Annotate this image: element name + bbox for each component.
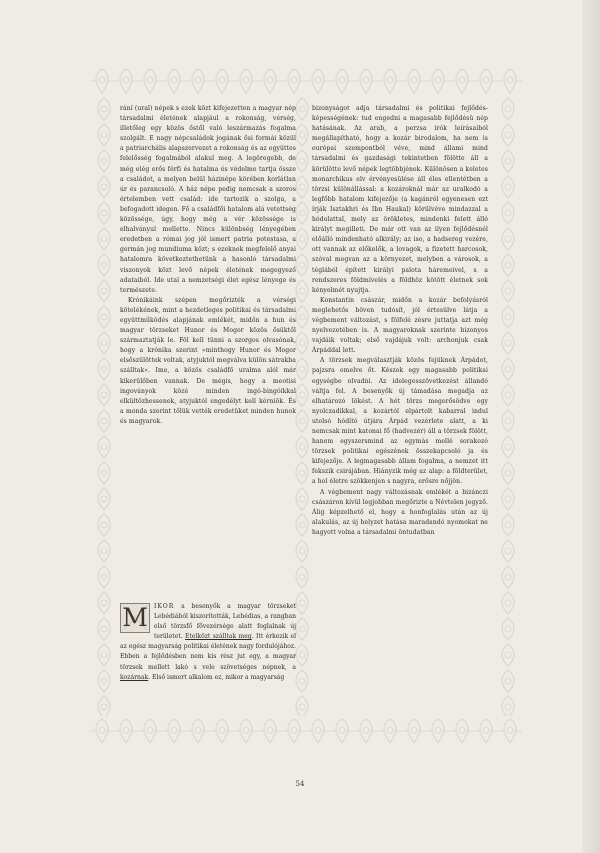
dropcap-letter: M xyxy=(122,603,148,632)
ornament-band-left xyxy=(90,96,118,716)
underlined-text: kozárnak xyxy=(120,673,149,681)
page-number: 54 xyxy=(295,780,305,788)
underlined-text: Etelközt szálltak meg xyxy=(185,633,252,641)
paragraph: bizonyságot adja társadalmi és politikai fejlődés-képességének: tud engedni a magasabb fejlődésü nép hatásának. Az arab, a perzsa írók leírásaiból megállapítható, hogy a kozár birodalom, ha nem is európai szempontból véve, mind állami mind társadalmi és gazdasági tekintetben fölötte áll a körülötte levő népek legtöbbjének. Különösen a keletes monarchikus elv érvényesülése áll éles ellentétben a törzsi különállással: a kozároknál már az uralkodó a legfőbb hatalom kifejezője (a kagánról egyenesen ezt írják Isztakhri és Ibn Haukal) körülvéve mindazzal a hódolattal, mely az örökletes, mindenki felett álló királyt megilleti. De már ott van az ilyen fejlődésnél előálló mindenható alkirály; az iso, a hadsereg vezére, ott vannak az előkelők, a lovagok, a fizetett harcosok, szóval megvan az a környezet, melyben a városok, a téglából épített királyi palota háremeivel, s a rendszeres földmívelés a földhöz kötött életnek sok kényelmét nyujtja. xyxy=(312,105,488,294)
ornament-band-bottom xyxy=(90,716,522,746)
dropcap-ornament xyxy=(120,603,150,633)
ornament-band-right xyxy=(494,96,522,716)
paragraph: A végbement nagy változásnak emlékét a bizánczi császáron kívül legjobban megőrizte a Névtelen jegyző. Álig képzelhető el, hogy a honfoglalás után az új alakulás, az új helyzet hatása maradandó nyomokat ne hagyott volna a társadalmi öntudatban xyxy=(312,488,488,536)
paragraph: Konstantin császár, midőn a kozár befolyásról meglehetős böven tudósít, jól értesülve látja a végbement változást, s fölfelé zésre juttatja azt még nyelvezetében is. A magyaroknak szerinte bizonyos vajdáik voltak; első vajdájuk volt: archonjuk csak Árpáddal lett. xyxy=(312,296,488,355)
text: . Első ismert alkalom ez, mikor a magyarság xyxy=(148,673,285,681)
lead-word: IKOR xyxy=(154,603,175,610)
text: a besenyők a magyar törzseket Lebédiából kiszorították, Lehédias, a rangban első törzsfő fővezérsége alatt foglalnak új területet. xyxy=(154,603,296,641)
section-two xyxy=(120,602,296,683)
ornament-band-top xyxy=(90,66,522,96)
text: . Itt érkezik el az egész magyarság politikai életének nagy fordulójához. Ebben a fejlődésben nem kis rész jut egy, a magyar törzsek mellett lakó s vele szövetséges népnek, a xyxy=(120,633,296,671)
text-column-right xyxy=(312,104,488,538)
binding-edge xyxy=(582,0,600,853)
paragraph: rání (ural) népek s ezek közt kifejezetten a magyar nép társadalmi életének alapjául a rokonság, vérség, illetőleg egy közös őstől való leszármazás fogalma szolgált. E nagy népcsaládok jogának ősi formái közül a patriarchális alapszervezet a rokonság és az együttes felelősség fogalmából alakul meg. A legöregebb, de még elég erős férfi és hatalma és védelme tartja össze a családot, a melyen belül házinépe körében korlátlan úr és parancsoló. A ház népe pedig nemcsak a szoros értelemben vett család: ide tartozik a szolga, a befogadott idegen. Fő a családfői hatalom alá vetettség közössége, úgy, hogy még a vér közössége is elhalványul mellette. Nincs különbség lényegében eredetben a római jog jól ismert patria potestasa, a germán jog mundiuma közt; s ezeknek megfelelő anyai hatalomra következtethetünk a hasonló társadalmi viszonyok közt levő népek életének megegyező adataiból. Ide utal a nemzetségi élet egész lényege és természete. xyxy=(120,105,296,294)
paragraph: Krónikáink szépen megőrizték a vérségi kötelékének, mint a hezdetleges politikai és társadalmi együttműködés alapjának emlékét, midőn a hun és magyar törzseket Hunor és Mogor közös ősüktől származtatják le. Föl kell tünni a szorgos olvasónak, hogy a krónika szerint »minthogy Hunor és Mogor elsőszülöttek voltak, atyjuktól megválva külön sátrakba szálltak«. Ime, a közös családfő uralma alól már kikerülőben vannak. De mégis, hogy a meotisi ingoványok közé minden ingó-bingóikkal elkültözhessenek, atyjuktól engedélyt kell kérniök. És a monda szerint tőlük vették eredetüket minden hunok és magyarok. xyxy=(120,296,296,425)
text-column-left xyxy=(120,104,296,427)
paragraph: A törzsek megválasztják közös fejüknek Árpádot, pajzsra emelve őt. Készek egy magasabb politikai egységbe olvadni. Az idelegesszövetkezést állandó váltja fel. A besenyők új támadása megadja az elhatározó lökést. A hét törzs megerősödve egy nyolczadikkal, a kozártól elpártolt kabarral indul utolsó hódító útjára Árpád vezérlete alatt, a ki nemcsak mint katonai fő (hadvezér) áll a törzsek fölött, hanem egyszersmind az egymás mellé sorakozó törzsek politikai egészének összekapcsoló ja és kifejezője. A legmagasabb állam fogalma, a nemzet itt fekszik csirájában. Hiányzik még az alap: a földterület, a hol életre szökkenjen s nagyra, erősre nőjjön. xyxy=(312,357,488,486)
